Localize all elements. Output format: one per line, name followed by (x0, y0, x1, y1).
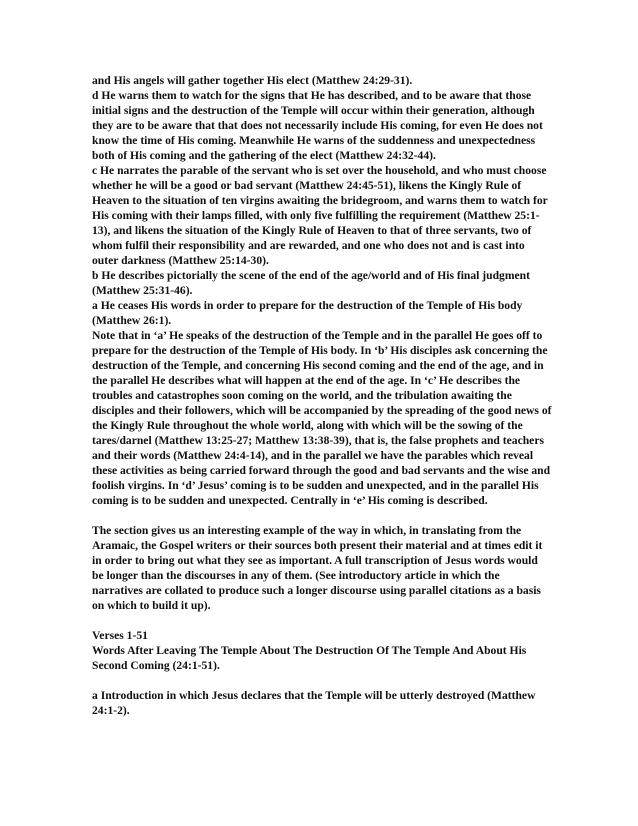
intro-paragraph: a Introduction in which Jesus declares that the Temple will be utterly destroyed (Matthew 24:1-2). (92, 689, 536, 717)
document-text (92, 73, 552, 718)
paragraph-gap (92, 613, 552, 628)
paragraph-gap (92, 673, 552, 688)
paragraph-gap (92, 508, 552, 523)
point-d: d He warns them to watch for the signs that He has described, and to be aware that those initial signs and the destruction of the Temple will occur within their generation, although they are to be aware that that does not necessarily include His coming, for even He does not know the time of His coming. Meanwhile He warns of the suddenness and unexpectedness both of His coming and the gathering of the elect (Matthew 24:32-44). (92, 89, 543, 162)
point-c: c He narrates the parable of the servant who is set over the household, and who must choose whether he will be a good or bad servant (Matthew 24:45-51), likens the Kingly Rule of Heaven to the situation of ten virgins awaiting the bridegroom, and warns them to watch for His coming with their lamps filled, with only five fulfilling the requirement (Matthew 25:1-13), and likens the situation of the Kingly Rule of Heaven to that of three servants, two of whom fulfil their responsibility and are rewarded, and one who does not and is cast into outer darkness (Matthew 25:14-30). (92, 164, 548, 267)
section-paragraph: The section gives us an interesting example of the way in which, in translating from the Aramaic, the Gospel writers or their sources both present their material and at times edit it in order to bring out what they see as important. A full transcription of Jesus words would be longer than the discourses in any of them. (See introductory article in which the narratives are collated to produce such a longer discourse using parallel citations as a basis on which to build it up). (92, 524, 543, 612)
line-elect: and His angels will gather together His elect (Matthew 24:29-31). (92, 74, 413, 87)
verses-label: Verses 1-51 (92, 629, 148, 642)
point-a: a He ceases His words in order to prepare for the destruction of the Temple of His body (Matthew 26:1). (92, 299, 523, 327)
section-heading: Words After Leaving The Temple About The Destruction Of The Temple And About His Second Coming (24:1-51). (92, 644, 527, 672)
note-paragraph: Note that in ‘a’ He speaks of the destruction of the Temple and in the parallel He goes off to prepare for the destruction of the Temple of His body. In ‘b’ His disciples ask concerning the destruction of the Temple, and concerning His second coming and the end of the age, and in the parallel He describes what will happen at the end of the age. In ‘c’ He describes the troubles and catastrophes soon coming on the world, and the tribulation awaiting the disciples and their followers, which will be accompanied by the spreading of the good news of the Kingly Rule throughout the whole world, along with which will be the sowing of the tares/darnel (Matthew 13:25-27; Matthew 13:38-39), that is, the false prophets and teachers and their words (Matthew 24:4-14), and in the parallel we have the parables which reveal these activities as being carried forward through the good and bad servants and the wise and foolish virgins. In ‘d’ Jesus’ coming is to be sudden and unexpected, and in the parallel His coming is to be sudden and unexpected. Centrally in ‘e’ His coming is described. (92, 329, 552, 507)
point-b: b He describes pictorially the scene of the end of the age/world and of His final judgment (Matthew 25:31-46). (92, 269, 530, 297)
